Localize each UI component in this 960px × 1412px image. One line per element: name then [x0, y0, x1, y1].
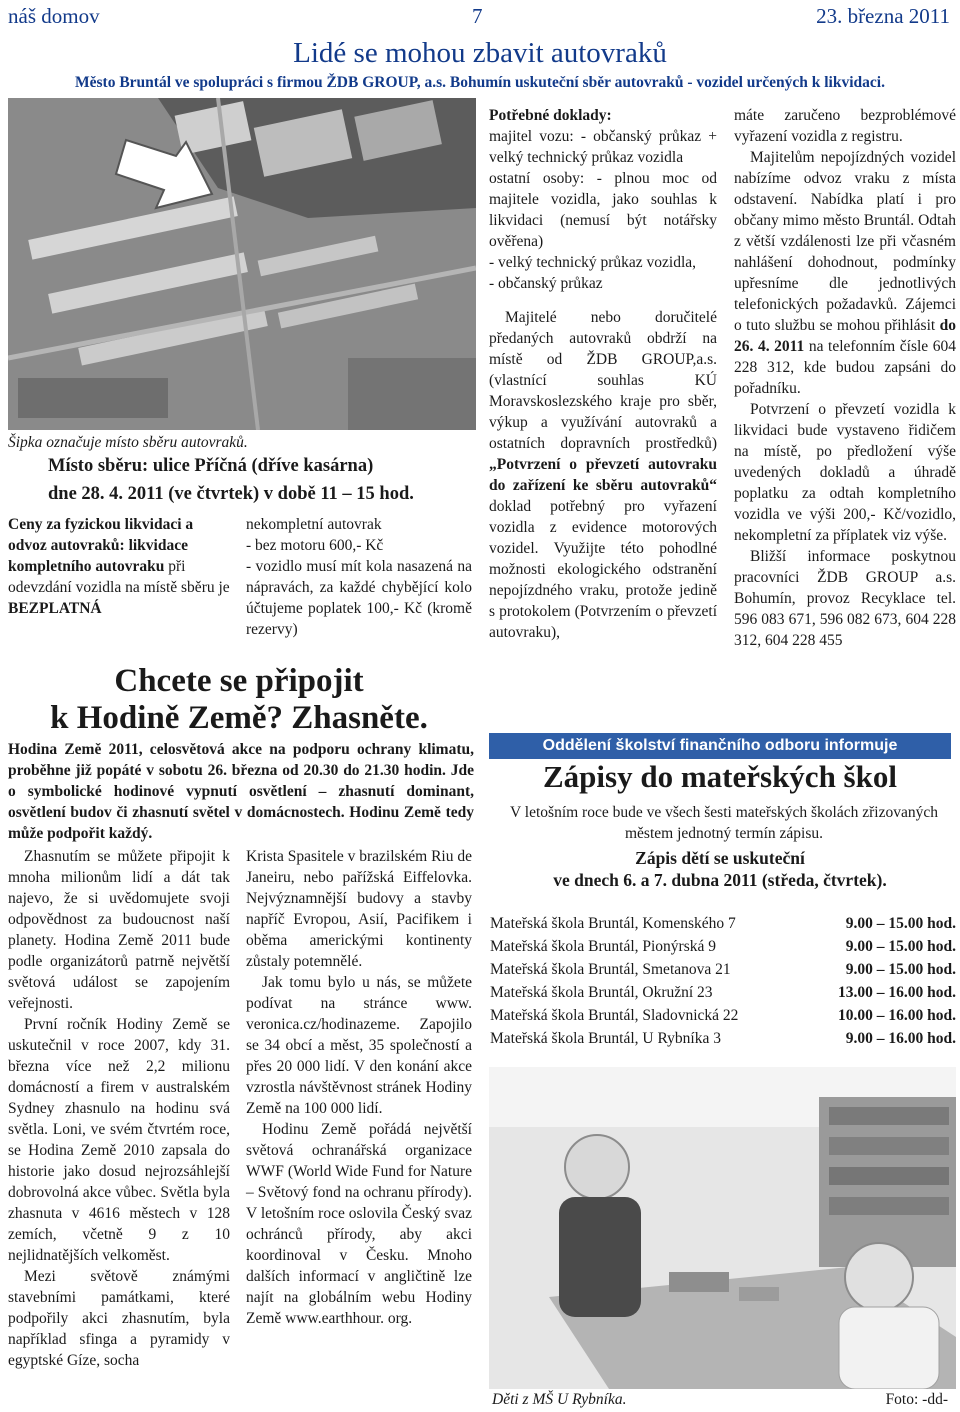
incomplete-title: nekompletní autovrak	[246, 516, 382, 533]
article-subhead: Město Bruntál ve spolupráci s firmou ŽDB GROUP, a.s. Bohumín uskuteční sběr autovraků - vozidel určených k likvidaci.	[75, 74, 885, 91]
paragraph: Jak tomu bylo u nás, se můžete podívat na stránce www. veronica.cz/hodinazeme. Zapojilo se 34 obcí a měst, 35 společností a přes 20 000 lidí. V den konání akce vzrostla návštěvnost stránek Hodiny Země na 100 000 lidí.	[246, 974, 472, 1117]
section-name: náš domov	[8, 4, 100, 28]
paragraph: Zhasnutím se můžete připojit k mnoha milionům lidí a dát tak najevo, že si uvědomujete svoji odpovědnost za budoucnost naší planety. Hodina Země 2011 bude podle organizátorů patrně největší světová událost se zapojením veřejnosti.	[8, 848, 230, 1012]
children-photo	[489, 1067, 956, 1389]
docs-owner: majitel vozu: - občanský průkaz + velký technický průkaz vozidla	[489, 128, 717, 166]
incomplete-line2: - vozidlo musí mít kola nasazená na nápravách, za každé chybějící kolo účtujeme poplatek 100,- Kč (kromě rezervy)	[246, 558, 472, 638]
school-hours: 10.00 – 16.00 hod.	[838, 1006, 956, 1024]
docs-tech: - velký technický průkaz vozidla,	[489, 254, 697, 271]
enrollment-text: V letošním roce bude ve všech šesti mateřských školách zřizovaných městem jednotný termín zápisu.	[510, 804, 938, 842]
school-hours: 9.00 – 15.00 hod.	[845, 937, 956, 955]
headline-line1: Chcete se připojit	[114, 663, 364, 699]
towing-text: Majitelům nepojízdných vozidel nabízíme odvoz vraku z místa odstavení. Nabídka platí i pro občany mimo město Bruntál. Odtah z větší vzdálenosti lze při včasném nahlášení dohodnout, podmínky upřesníme dle jednotlivých telefonických požadavků. Zájemci o tuto službu se mohou přihlásit	[734, 149, 956, 334]
contact-info: Bližší informace poskytnou pracovníci ŽDB GROUP a.s. Bohumín, provoz Recyklace tel. 596 083 671, 596 082 673, 604 228 312, 604 228 455	[734, 548, 956, 649]
enrollment-dates: ve dnech 6. a 7. dubna 2011 (středa, čtvrtek).	[553, 870, 887, 890]
paragraph: Krista Spasitele v brazilském Riu de Janeiru, nebo pařížská Eiffelovka. Nejvýznamnější budovy a stavby napříč Evropou, Asií, Pacifikem i oběma americkými kontinenty zůstaly potemnělé.	[246, 848, 472, 970]
school-hours: 9.00 – 16.00 hod.	[845, 1029, 956, 1047]
earth-hour-intro: Hodina Země 2011, celosvětová akce na podporu ochrany klimatu, proběhne již popáté v sobotu 26. března od 20.30 do 21.30 hodin. Jde o symbolické hodinové vypnutí osvětlení – zhasnutí dominant, osvětlení budov či zhasnutí světel v domácnostech. Hodinu Země tedy může podpořit každý.	[8, 741, 474, 842]
page-number: 7	[472, 4, 483, 28]
paragraph: Potvrzení o převzetí vozidla k likvidaci bude vystaveno řidičem na místě, po předložení výše uvedených dokladů a úhradě poplatku za odtah kompletního vozidla ve výši 200,- Kč/vozidlo, nekompletní za příplatek viz výše.	[734, 401, 956, 544]
earth-hour-headline	[0, 663, 478, 737]
prices-right	[246, 514, 472, 640]
school-hours: 13.00 – 16.00 hod.	[838, 983, 956, 1001]
towing-offer	[734, 147, 956, 399]
paragraph: Mezi světově známými stavebními památkami, které podpořily akci zhasnutím, byla například sfinga a pyramidy v egyptské Gíze, socha	[8, 1268, 230, 1369]
docs-text: Majitelé nebo doručitelé předaných autovraků obdrží na místě od ŽDB GROUP,a.s. (vlastnící souhlas KÚ Moravskoslezského kraje pro sběr, výkup a využívání autovraků a ostatních dopravních prostředků)	[489, 309, 717, 452]
aerial-photo	[8, 98, 476, 430]
docs-others: ostatní osoby: - plnou moc od majitele vozidla, jako souhlas k likvidaci (nemusí být notářsky ověřena)	[489, 170, 717, 250]
school-name: Mateřská škola Bruntál, U Rybníka 3	[490, 1029, 721, 1047]
table-row	[490, 1004, 956, 1027]
towing-text-end: na telefonním čísle 604 228 312, kde budou zapsáni do pořadníku.	[734, 338, 956, 397]
school-hours: 9.00 – 15.00 hod.	[845, 914, 956, 932]
article-headline: Lidé se mohou zbavit autovraků	[293, 37, 667, 69]
earth-hour-left-column	[8, 846, 230, 1371]
school-name: Mateřská škola Bruntál, Komenského 7	[490, 914, 736, 932]
docs-title: Potřebné doklady:	[489, 107, 612, 124]
schools-table	[490, 912, 956, 1050]
docs-text-end: doklad potřebný pro vyřazení vozidla z evidence motorových vozidel. Využijte této pohodlné možnosti ekologického odstranění nepojízdného vraku, protože jedině s protokolem (Potvrzením o převzetí autovraku),	[489, 498, 717, 641]
collection-place: Místo sběru: ulice Příčná (dříve kasárna)	[48, 456, 374, 476]
paragraph: máte zaručeno bezproblémové vyřazení vozidla z registru.	[734, 107, 956, 145]
children-photo-drawing	[489, 1067, 956, 1389]
docs-confirmation	[489, 307, 717, 643]
children-photo-caption: Děti z MŠ U Rybníka.	[492, 1391, 627, 1408]
department-banner: Oddělení školství finančního odboru informuje	[489, 733, 951, 759]
table-row	[490, 981, 956, 1004]
prices-free: BEZPLATNÁ	[8, 600, 102, 617]
prices-bold: Ceny za fyzickou likvidaci a odvoz autovraků: likvidace kompletního autovraku	[8, 516, 194, 575]
collection-date: dne 28. 4. 2011 (ve čtvrtek) v době 11 – 15 hod.	[48, 484, 414, 504]
incomplete-line1: - bez motoru 600,- Kč	[246, 537, 384, 554]
table-row	[490, 912, 956, 935]
paragraph: První ročník Hodiny Země se uskutečnil v roce 2007, kdy 31. března více než 2,2 milionu domácností a firem v australském Sydney zhasnulo na hodinu svá světla. Loni, ve svém čtvrtém roce, se Hodina Země 2010 zapsala do historie jako dosud nejrozsáhlejší dobrovolná akce vůbec. Světla byla zhasnuta v 4616 městech v 128 zemích, včetně 9 z 10 nejlidnatějších velkoměst.	[8, 1016, 230, 1264]
docs-certificate: „Potvrzení o převzetí autovraku do zařízení ke sběru autovraků“	[489, 456, 717, 494]
paragraph: Hodinu Země pořádá největší světová ochranářská organizace WWF (World Wide Fund for Nature – Světový fond na ochranu přírody). V letošním roce oslovila Český svaz ochránců přírody, aby akci koordinoval v Česku. Mnoho dalších informací v angličtině lze najít na globálním webu Hodiny Země www.earthhour. org.	[246, 1121, 472, 1327]
prices-left	[8, 514, 230, 619]
school-name: Mateřská škola Bruntál, Okružní 23	[490, 983, 713, 1001]
table-row	[490, 935, 956, 958]
school-name: Mateřská škola Bruntál, Pionýrská 9	[490, 937, 717, 955]
table-row	[490, 1027, 956, 1050]
photo-credit: Foto: -dd-	[885, 1391, 948, 1408]
school-name: Mateřská škola Bruntál, Sladovnická 22	[490, 1006, 739, 1024]
towing-deadline: do 26. 4. 2011	[734, 317, 956, 355]
school-name: Mateřská škola Bruntál, Smetanova 21	[490, 960, 731, 978]
table-row	[490, 958, 956, 981]
earth-hour-right-column	[246, 846, 472, 1329]
headline-line2: k Hodině Země? Zhasněte.	[50, 700, 428, 736]
school-hours: 9.00 – 15.00 hod.	[845, 960, 956, 978]
photo-caption: Šipka označuje místo sběru autovraků.	[8, 434, 248, 451]
required-documents	[489, 105, 717, 643]
issue-date: 23. března 2011	[816, 4, 950, 28]
prices-normal: při odevzdání vozidla na místě sběru je	[8, 558, 230, 596]
docs-id: - občanský průkaz	[489, 275, 603, 292]
enrollment-headline: Zápisy do mateřských škol	[543, 759, 897, 794]
enrollment-subhead: Zápis dětí se uskuteční	[635, 848, 805, 868]
aerial-photo-drawing	[8, 98, 476, 430]
towing-info	[734, 105, 956, 651]
